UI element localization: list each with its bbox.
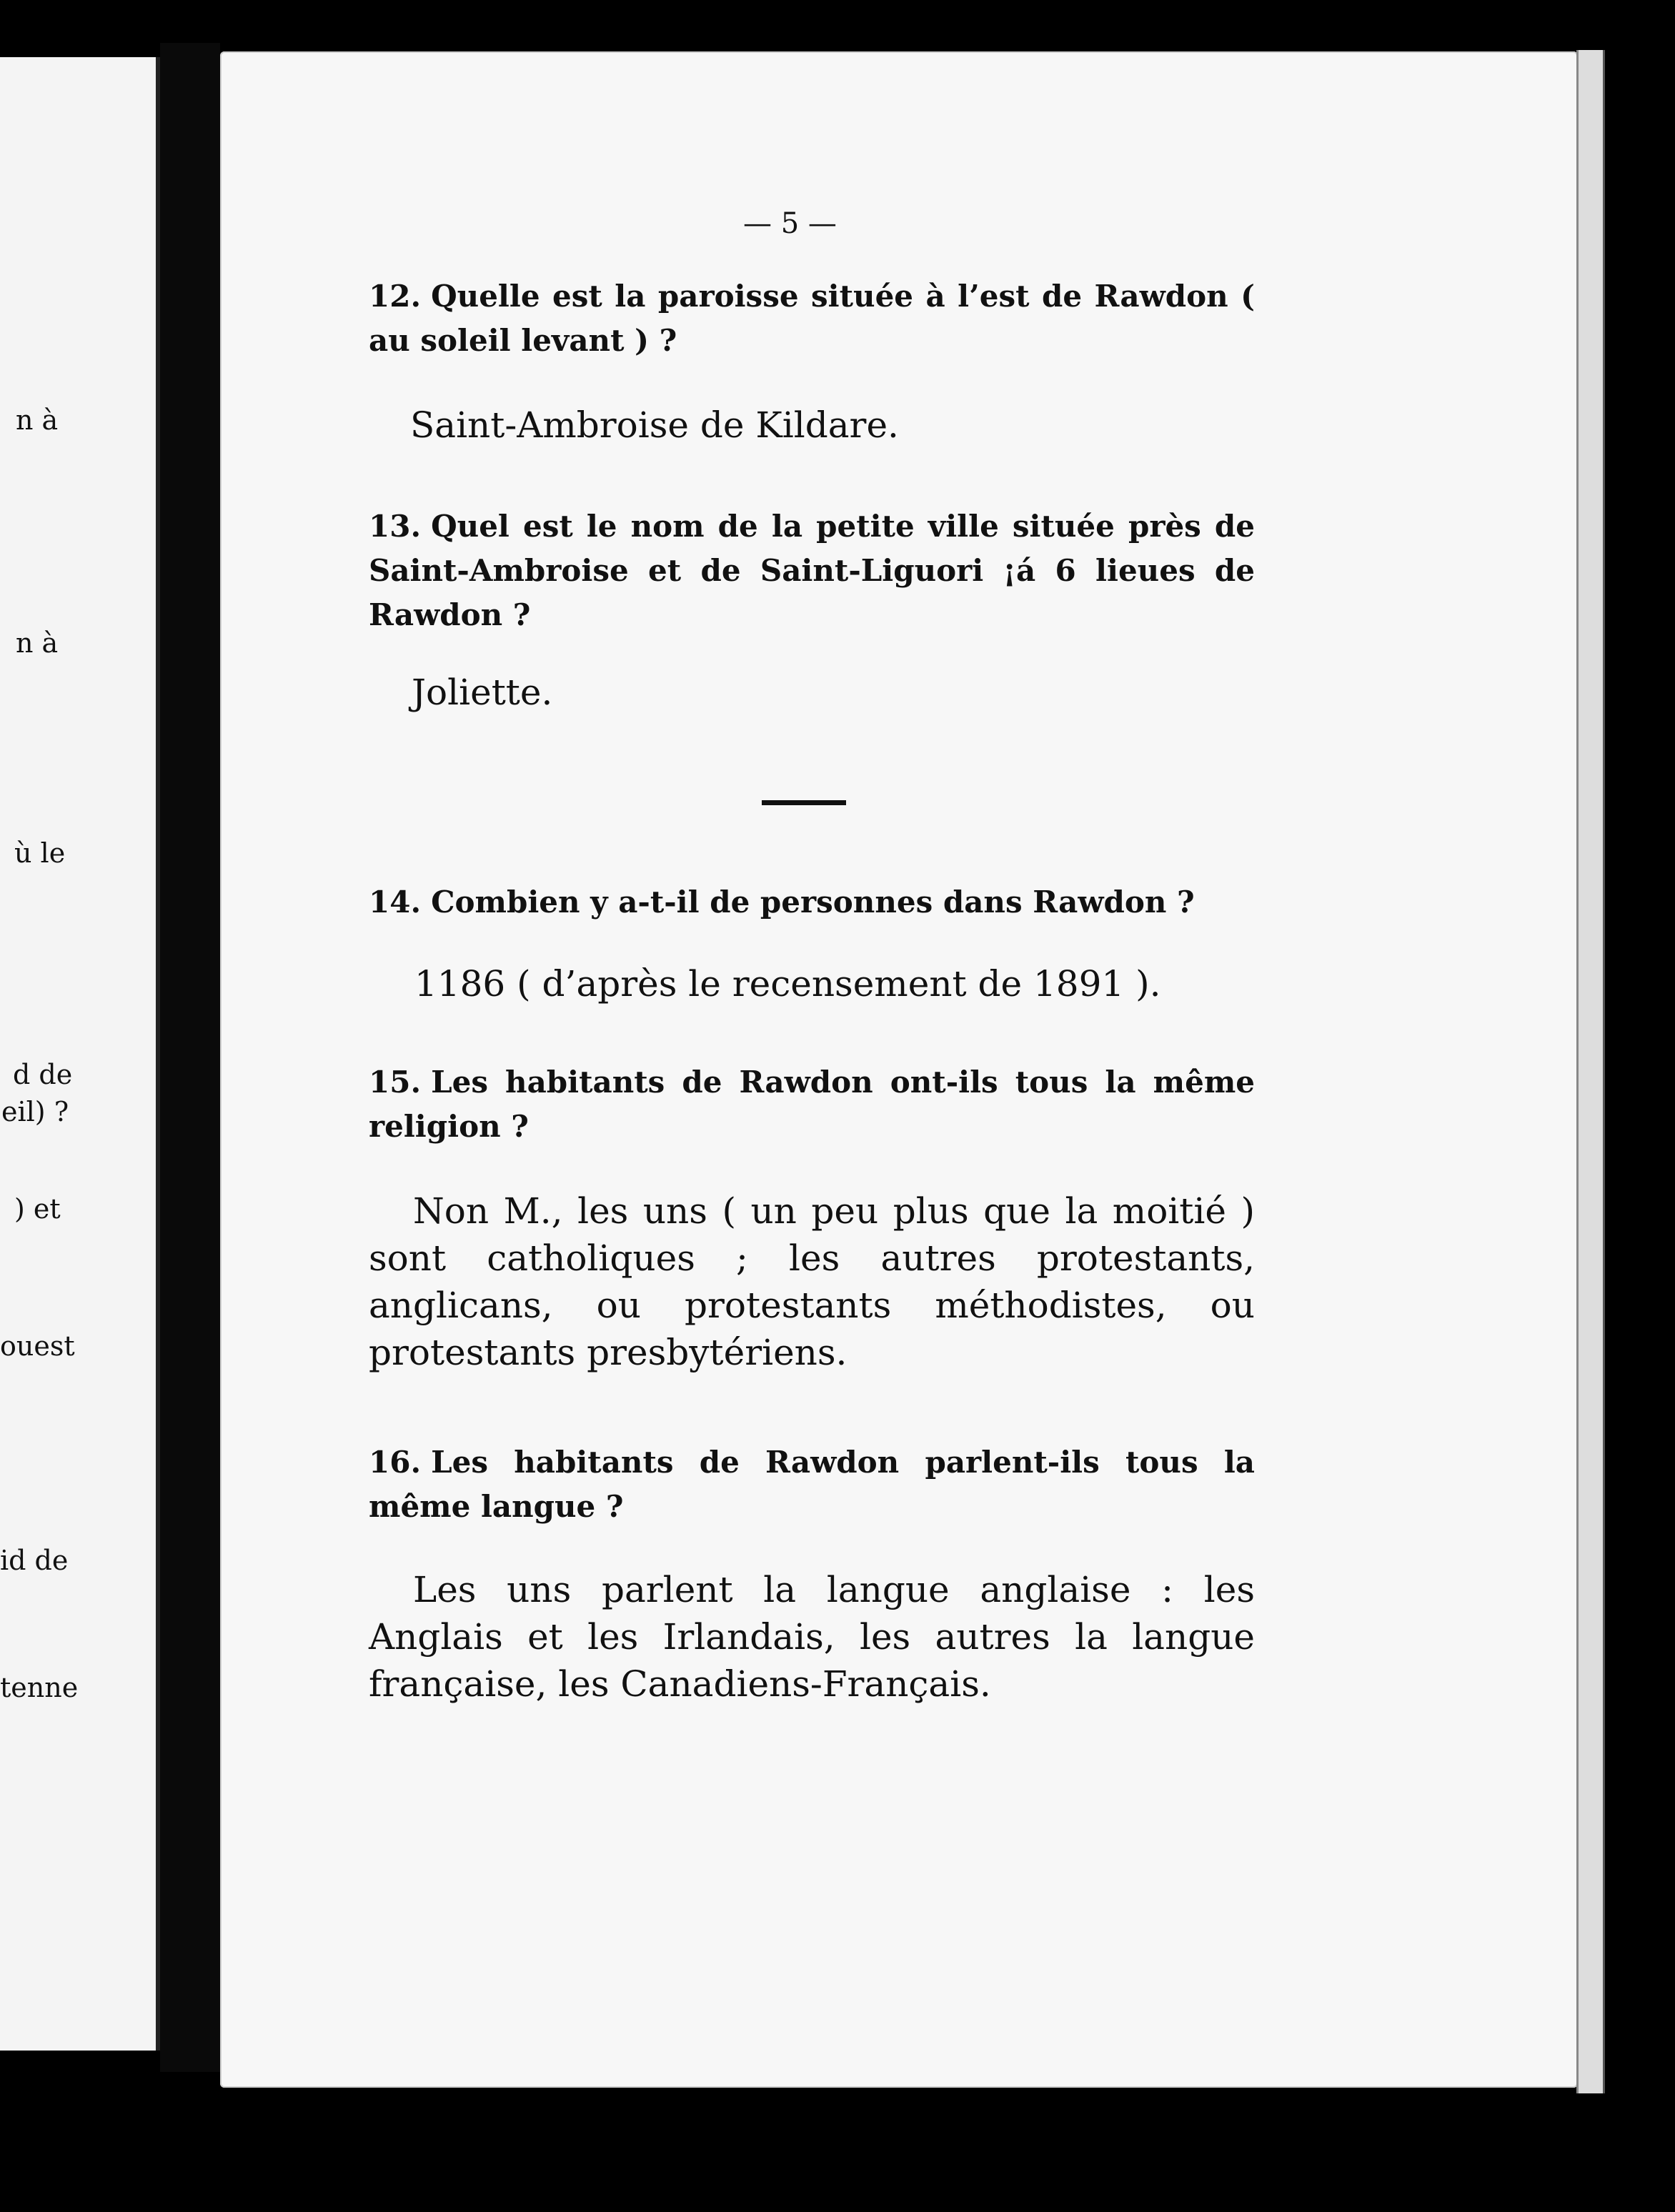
answer-14: 1186 ( d’après le recensement de 1891 ). xyxy=(414,963,1161,1005)
question-number: 14. xyxy=(369,885,422,920)
left-page-fragment: ouest xyxy=(0,1330,75,1362)
question-number: 12. xyxy=(369,279,422,314)
left-page-fragment: n à xyxy=(16,627,59,659)
question-text: Les habitants de Rawdon ont-ils tous la même religion ? xyxy=(369,1065,1255,1144)
question-text: Combien y a-t-il de personnes dans Rawdon ? xyxy=(431,885,1195,920)
answer-16: Les uns parlent la langue anglaise : les Anglais et les Irlandais, les autres la langue française, les Canadiens-Français. xyxy=(369,1569,1255,1705)
left-page-fragment: ù le xyxy=(14,837,66,869)
left-page-fragment: ) et xyxy=(14,1193,61,1225)
page-edge xyxy=(1576,50,1605,2093)
left-page-fragment: eil) ? xyxy=(1,1096,69,1127)
page-number: — 5 — xyxy=(743,207,837,240)
left-page-fragment: d de xyxy=(13,1059,73,1090)
question-text: Les habitants de Rawdon parlent-ils tous la même langue ? xyxy=(369,1445,1255,1524)
question-14 xyxy=(369,880,1255,925)
question-15 xyxy=(369,1060,1255,1149)
answer-12: Saint-Ambroise de Kildare. xyxy=(410,404,899,446)
question-13 xyxy=(369,504,1255,637)
question-text: Quelle est la paroisse située à l’est de Rawdon ( au soleil levant ) ? xyxy=(369,279,1255,358)
question-12 xyxy=(369,274,1255,363)
question-number: 15. xyxy=(369,1065,422,1100)
left-page-fragment: id de xyxy=(0,1545,69,1576)
question-number: 13. xyxy=(369,509,422,544)
left-page-fragment: tenne xyxy=(0,1672,79,1703)
left-page-fragment: n à xyxy=(16,404,59,436)
left-facing-page xyxy=(0,57,160,2051)
answer-15: Non M., les uns ( un peu plus que la moitié ) sont catholiques ; les autres protestants, anglicans, ou protestants méthodistes, ou protestants presbytériens. xyxy=(369,1190,1255,1373)
question-text: Quel est le nom de la petite ville située près de Saint-Ambroise et de Saint-Liguori ¡á 6 lieues de Rawdon ? xyxy=(369,509,1255,632)
answer-13: Joliette. xyxy=(412,672,553,713)
book-gutter xyxy=(160,43,220,2072)
question-number: 16. xyxy=(369,1445,422,1480)
section-divider xyxy=(762,800,846,805)
question-16 xyxy=(369,1440,1255,1529)
